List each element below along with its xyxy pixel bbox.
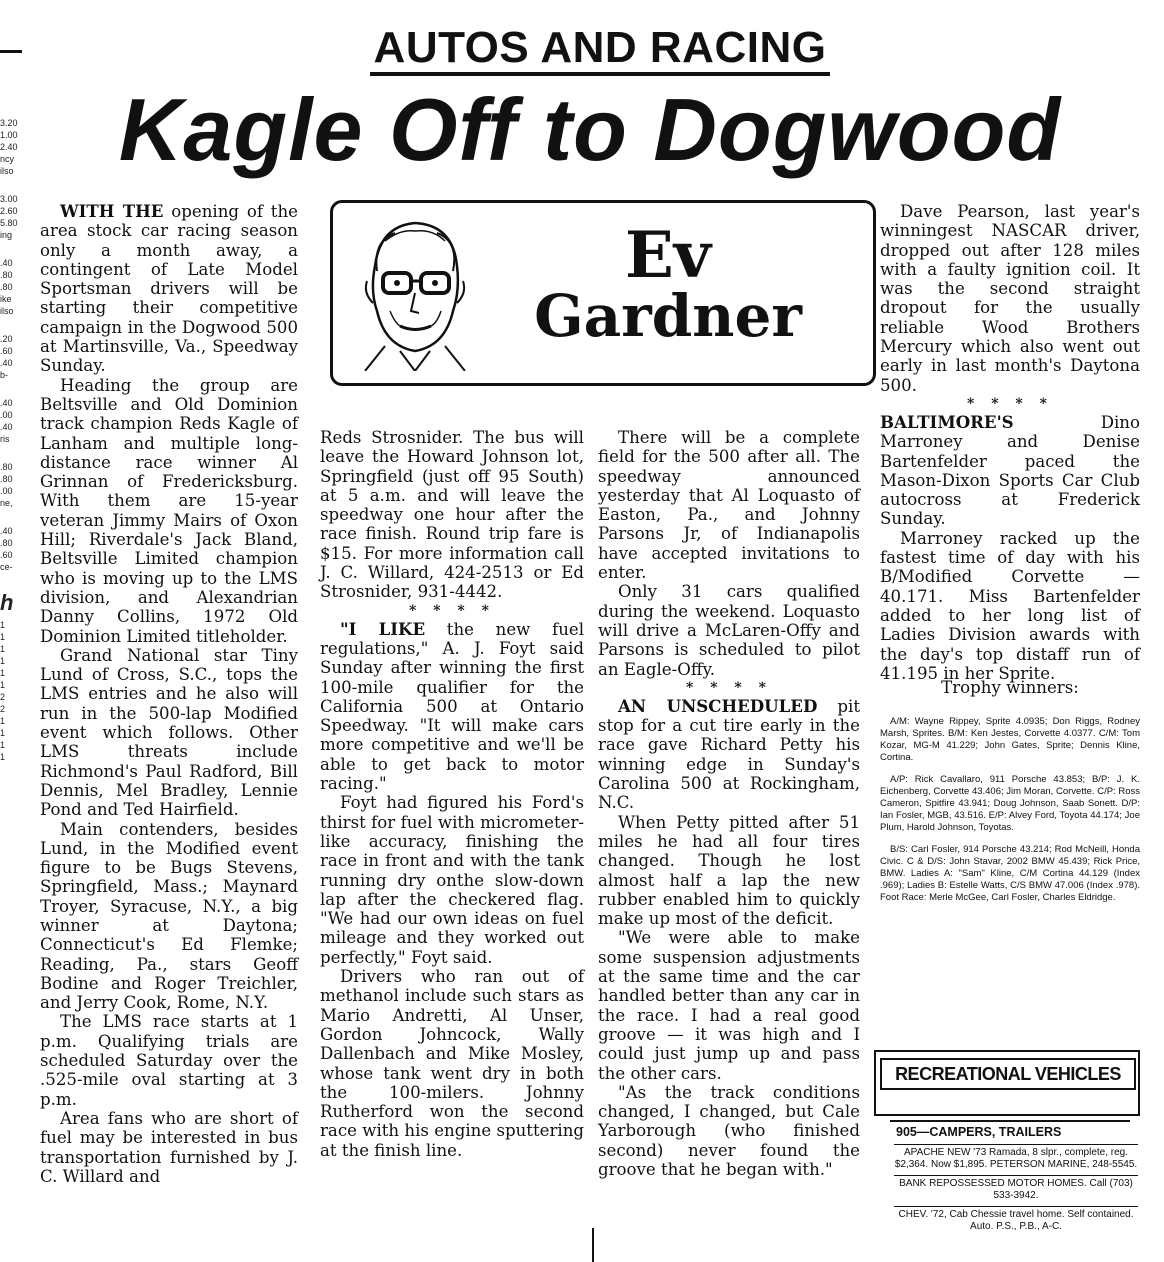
- article-column-4: [880, 202, 1140, 683]
- article-paragraph: [320, 967, 584, 1160]
- paragraph-text: "As the track conditions changed, I changed, but Cale Yarborough (who finished second) never found the groove that he began with.": [598, 1082, 860, 1179]
- paragraph-text: Grand National star Tiny Lund of Cross, S.C., tops the LMS entries and he also will run in the 500-lap Modified event which follows. Other LMS threats include Richmond's Paul Radford, Bill Dennis, Mel Bradley, Lennie Pond and Ted Hairfield.: [40, 645, 298, 820]
- section-break-stars: * * * *: [409, 602, 495, 619]
- paragraph-text: Dino Marroney and Denise Bartenfelder paced the Mason-Dixon Sports Car Club autocross at Frederick Sunday.: [880, 412, 1140, 529]
- headline: Kagle Off to Dogwood: [118, 80, 1062, 179]
- trophy-entry: A/P: Rick Cavallaro, 911 Porsche 43.853; B/P: J. K. Eichenberg, Corvette 43.406; Jim Moran, Corvette. C/P: Ross Cameron, Spitfire 43.941; Doug Johnson, Saab Sonett. D/P: Ian Fosler, MGB, 43.516. E/P: Alvey Ford, Toyota 44.174; Joe Plum, Harold Johnson, Toyotas.: [880, 774, 1140, 833]
- stub-fragment: .80: [0, 474, 13, 484]
- article-paragraph: [598, 697, 860, 813]
- stub-fragment: .20: [0, 334, 13, 344]
- paragraph-lead-in: "I LIKE: [340, 618, 426, 639]
- stub-fragment: .60: [0, 550, 13, 560]
- article-paragraph: [880, 202, 1140, 395]
- classified-banner-box: [874, 1050, 1140, 1116]
- stub-fragment: ing: [0, 230, 13, 240]
- article-paragraph: [598, 928, 860, 1082]
- paragraph-text: "We were able to make some suspension adjustments at the same time and the car handled better than any car in the race. I had a real good groove — it was high and I could just jump up and pass the other cars.: [598, 928, 860, 1083]
- stub-fragment: .40: [0, 258, 13, 268]
- trophy-heading: Trophy winners:: [941, 678, 1079, 697]
- stub-fragment: .80: [0, 462, 13, 472]
- stub-fragment: h: [0, 590, 14, 615]
- stub-fragment: ne,: [0, 498, 13, 508]
- paragraph-text: the new fuel regulations," A. J. Foyt said Sunday after winning the first 100-mile qualifier for the California 500 at Ontario Speedway. "It will make cars more competitive and we'll be able to get back to motor racing.": [320, 619, 585, 794]
- paragraph-text: Only 31 cars qualified during the weekend. Loquasto will drive a McLaren-Offy and Parsons is scheduled to pilot an Eagle-Offy.: [598, 582, 860, 679]
- stub-fragment: ike: [0, 294, 12, 304]
- article-paragraph: [880, 529, 1140, 683]
- paragraph-text: There will be a complete field for the 500 after all. The speedway announced yesterday that Al Loquasto of Easton, Pa., and Johnny Parsons Jr, of Indianapolis have accepted invitations to enter.: [598, 428, 860, 583]
- classified-ad: APACHE NEW '73 Ramada, 8 slpr., complete, reg. $2,364. Now $1,895. PETERSON MARINE, 248-5545.: [894, 1144, 1138, 1175]
- article-column-1: [40, 202, 298, 1186]
- section-header: AUTOS AND RACING: [320, 22, 880, 74]
- paragraph-text: The LMS race starts at 1 p.m. Qualifying trials are scheduled Saturday over the .525-mile oval starting at 3 p.m.: [40, 1012, 298, 1109]
- article-paragraph: [40, 1012, 298, 1108]
- article-column-3: [598, 428, 860, 1179]
- classified-rule: [890, 1120, 1130, 1122]
- stub-fragment: ilso: [0, 166, 14, 176]
- classified-ads: [894, 1144, 1138, 1237]
- article-paragraph: [40, 1109, 298, 1186]
- stub-fragment: .40: [0, 526, 13, 536]
- stub-fragment: 2: [0, 704, 6, 714]
- stub-fragment: 2.60: [0, 206, 18, 216]
- stub-fragment: 1: [0, 632, 6, 642]
- stub-fragment: 3.00: [0, 194, 18, 204]
- paragraph-text: When Petty pitted after 51 miles he had all four tires changed. Though he lost almost half a lap the new rubber enabled him to quickly make up most of the deficit.: [598, 812, 860, 929]
- stub-fragment: 1: [0, 668, 6, 678]
- columnist-first-name: Ev: [625, 218, 711, 293]
- stub-fragment: 2: [0, 692, 6, 702]
- stub-fragment: b-: [0, 370, 9, 380]
- stub-fragment: ris: [0, 434, 10, 444]
- stub-fragment: 1.00: [0, 130, 18, 140]
- article-paragraph: [320, 620, 584, 794]
- paragraph-lead-in: AN UNSCHEDULED: [618, 695, 818, 716]
- paragraph-text: Area fans who are short of fuel may be interested in bus transportation furnished by J. C. Willard and: [40, 1108, 298, 1186]
- trophy-entry: B/S: Carl Fosler, 914 Porsche 43.214; Rod McNeill, Honda Civic. C & D/S: John Stavar, 2002 BMW 45.439; Rick Price, BMW. Ladies A: "Sam" Kline, C/M Cortina 44.129 (Index .969); Ladies B: Estelle Watts, C/S BMW 47.006 (Index .978). Foot Race: Merle McGee, Carl Fosler, Charles Eldridge.: [880, 844, 1140, 903]
- stub-fragment: .60: [0, 346, 13, 356]
- classified-ad: BANK REPOSSESSED MOTOR HOMES. Call (703) 533-3942.: [894, 1175, 1138, 1206]
- article-paragraph: [40, 820, 298, 1013]
- stub-fragment: .40: [0, 398, 13, 408]
- trophy-list: [880, 716, 1140, 914]
- paragraph-text: Dave Pearson, last year's winningest NASCAR driver, dropped out after 128 miles with a faulty ignition coil. It was the second straight dropout for the usually reliable Wood Brothers Mercury which also went out early in last month's Daytona 500.: [880, 202, 1140, 395]
- stub-fragment: ncy: [0, 154, 15, 164]
- article-paragraph: [40, 376, 298, 646]
- article-paragraph: [598, 582, 860, 678]
- stub-fragment: 1: [0, 716, 6, 726]
- article-paragraph: [40, 202, 298, 376]
- classified-heading: 905—CAMPERS, TRAILERS: [896, 1125, 1062, 1139]
- article-column-2: [320, 428, 584, 1160]
- stub-fragment: .40: [0, 358, 13, 368]
- stub-fragment: 5.80: [0, 218, 18, 228]
- article-paragraph: [880, 413, 1140, 529]
- stub-fragment: .80: [0, 538, 13, 548]
- stub-fragment: .80: [0, 270, 13, 280]
- paragraph-text: Foyt had figured his Ford's thirst for fuel with micrometer-like accuracy, finishing the race in front and with the tank running dry onthe slow-down lap after the checkered flag. "We had our own ideas on fuel mileage and they worked out perfectly," Foyt said.: [320, 793, 584, 967]
- stub-fragment: .00: [0, 410, 13, 420]
- trophy-entry: A/M: Wayne Rippey, Sprite 4.0935; Don Riggs, Rodney Marsh, Sprites. B/M: Ken Jestes, Corvette 4.0377. C/M: Tom Kozar, MG-M 41.229; John Gates, Sprite; Dennis Kline, Cortina.: [880, 716, 1140, 763]
- classified-ad: CHEV. '72, Cab Chessie travel home. Self contained. Auto. P.S., P.B., A-C.: [894, 1206, 1138, 1237]
- stub-fragment: .40: [0, 422, 13, 432]
- columnist-last-name: Gardner: [534, 282, 802, 350]
- paragraph-text: Reds Strosnider. The bus will leave the Howard Johnson lot, Springfield (just off 95 South) at 5 a.m. and will leave the speedway one hour after the race finish. Round trip fare is $15. For more information call J. C. Willard, 424-2513 or Ed Strosnider, 931-4442.: [320, 428, 584, 602]
- classified-banner: RECREATIONAL VEHICLES: [880, 1058, 1136, 1090]
- left-stub-column: [0, 118, 26, 764]
- column-divider: [592, 1228, 594, 1262]
- section-break-stars: * * * *: [967, 395, 1053, 412]
- paragraph-text: Main contenders, besides Lund, in the Modified event figure to be Bugs Stevens, Springfield, Mass.; Maynard Troyer, Syracuse, N.Y., a big winner at Daytona; Connecticut's Ed Flemke; Reading, Pa., stars Geoff Bodine and Roger Treichler, and Jerry Cook, Rome, N.Y.: [40, 819, 298, 1013]
- article-paragraph: [40, 646, 298, 820]
- stub-fragment: 1: [0, 620, 6, 630]
- columnist-box: [330, 200, 876, 386]
- stub-fragment: 1: [0, 740, 6, 750]
- stub-fragment: ce-: [0, 562, 13, 572]
- stub-fragment: .80: [0, 282, 13, 292]
- stub-fragment: 2.40: [0, 142, 18, 152]
- paragraph-lead-in: BALTIMORE'S: [880, 411, 1014, 432]
- stub-fragment: 1: [0, 752, 6, 762]
- stub-fragment: 3.20: [0, 118, 18, 128]
- stub-fragment: 1: [0, 644, 6, 654]
- stub-fragment: 1: [0, 680, 6, 690]
- stub-fragment: .00: [0, 486, 13, 496]
- stub-rule: [0, 50, 22, 53]
- section-break-stars: * * * *: [686, 679, 772, 696]
- paragraph-text: opening of the area stock car racing season only a month away, a contingent of Late Model Sportsman drivers will be starting their competitive campaign in the Dogwood 500 at Martinsville, Va., Speedway Sunday.: [40, 202, 298, 376]
- paragraph-text: Drivers who ran out of methanol include such stars as Mario Andretti, Al Unser, Gordon Johncock, Wally Dallenbach and Mike Mosley, whose tank went dry in both the 100-milers. Johnny Rutherford won the second race with his engine sputtering at the finish line.: [320, 967, 584, 1160]
- article-paragraph: [598, 813, 860, 929]
- article-paragraph: [320, 793, 584, 967]
- article-paragraph: [598, 428, 860, 582]
- article-paragraph: [320, 428, 584, 602]
- paragraph-text: pit stop for a cut tire early in the race gave Richard Petty his winning edge in Sunday's Carolina 500 at Rockingham, N.C.: [598, 696, 861, 813]
- stub-fragment: 1: [0, 728, 6, 738]
- paragraph-text: Marroney racked up the fastest time of day with his B/Modified Corvette — 40.171. Miss Bartenfelder added to her long list of Ladies Division awards with the day's top distaff run of 41.195 in her Sprite.: [880, 528, 1140, 683]
- article-paragraph: [598, 1083, 860, 1179]
- columnist-portrait: [345, 211, 485, 371]
- paragraph-lead-in: WITH THE: [60, 201, 164, 221]
- stub-fragment: ilso: [0, 306, 14, 316]
- stub-fragment: 1: [0, 656, 6, 666]
- paragraph-text: Heading the group are Beltsville and Old Dominion track champion Reds Kagle of Lanham and multiple long-distance race winner Al Grinnan of Fredericksburg. With them are 15-year veteran Jimmy Mairs of Oxon Hill; Riverdale's Jack Bland, Beltsville Limited champion who is moving up to the LMS division, and Alexandrian Danny Collins, 1972 Old Dominion Limited titleholder.: [40, 375, 298, 646]
